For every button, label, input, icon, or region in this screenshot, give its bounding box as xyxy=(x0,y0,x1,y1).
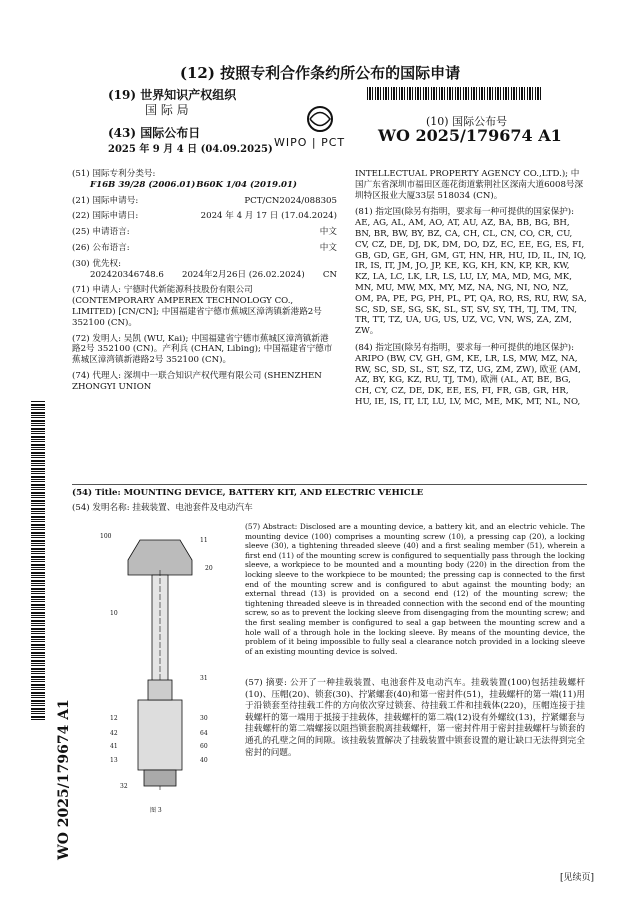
agent-continued: INTELLECTUAL PROPERTY AGENCY CO.,LTD.); 中国广东省深圳市福田区莲花街道紫荆社区深南大道6008号深圳特区报业大厦33层 518034 (CN)。 xyxy=(355,169,584,201)
filing-label: (22) 国际申请日: xyxy=(72,211,139,222)
org-bureau: 国 际 局 xyxy=(145,103,189,117)
inventor: (72) 发明人: 吴凯 (WU, Kai); 中国福建省宁德市蕉城区漳湾镇新港路2号 352100 (CN)。产利兵 (CHAN, Libing); 中国福建省宁德市蕉城区漳湾镇新港路2号 352100 (CN)。 xyxy=(72,333,333,366)
priority-no: 202420346748.6 xyxy=(90,269,164,280)
wipo-logo-icon xyxy=(300,104,340,134)
filing-date: 2024 年 4 月 17 日 (17.04.2024) xyxy=(200,211,337,222)
fig-label: 10 xyxy=(110,610,118,617)
publang-label: (26) 公布语言: xyxy=(72,242,130,253)
applicant: (71) 申请人: 宁德时代新能源科技股份有限公司 (CONTEMPORARY AMPEREX TECHNOLOGY CO., LIMITED) [CN/CN]; 中国福建省宁德市蕉城区漳湾镇新港路2号 352100 (CN)。 xyxy=(72,285,322,328)
ipc-a: F16B 39/28 (2006.01) xyxy=(90,179,196,190)
fig-label: 30 xyxy=(200,715,208,722)
ipc-b: B60K 1/04 (2019.01) xyxy=(196,179,297,190)
designated-states: (81) 指定国(除另有指明，要求每一种可提供的国家保护): AE, AG, AL, AM, AO, AT, AU, AZ, BA, BB, BG, BH, BN, BR, BW, BY, BZ, CA, CH, CL, CN, CO, CR, CU, CV, CZ, DE, DJ, DK, DM, DO, DZ, EC, EE, EG, ES, FI, GB, GD, GE, GH, GM, GT, HN, HR, HU, ID, IL, IN, IQ, IR, IS, IT, JM, JO, JP, KE, KG, KH, KN, KP, KR, KW, KZ, LA, LC, LK, LR, LS, LU, LY, MA, MD, MG, MK, MN, MU, MW, MX, MY, MZ, NA, NG, NI, NO, NZ, OM, PA, PE, PG, PH, PL, PT, QA, RO, RS, RU, RW, SA, SC, SD, SE, SG, SK, SL, ST, SV, SY, TH, TJ, TM, TN, TR, TT, TZ, UA, UG, US, UZ, VC, VN, WS, ZA, ZM, ZW。 xyxy=(355,207,587,337)
app-no-label: (21) 国际申请号: xyxy=(72,195,139,206)
fig-label: 20 xyxy=(205,565,213,572)
priority-label: (30) 优先权: xyxy=(72,258,122,269)
fig-label: 13 xyxy=(110,757,118,764)
ipc-label: (51) 国际专利分类号: xyxy=(72,169,156,179)
regional-states: (84) 指定国(除另有指明，要求每一种可提供的地区保护): ARIPO (BW, CV, GH, GM, KE, LR, LS, MW, MZ, NA, RW, SC, SD, SL, ST, SZ, TZ, UG, ZM, ZW), 欧亚 (AM, AZ, BY, KG, KZ, RU, TJ, TM), 欧洲 (AL, AT, BE, BG, CH, CY, CZ, DE, DK, EE, ES, FI, FR, GB, GR, HR, HU, IE, IS, IT, LT, LU, LV, MC, ME, MK, MT, NL, NO, xyxy=(355,342,581,407)
priority-date: 2024年2月26日 (26.02.2024) xyxy=(182,269,305,280)
abstract-en: (57) Abstract: Disclosed are a mounting device, a battery kit, and an electric vehicle. The mounting device (100) comprises a mounting screw (10), a pressing cap (20), a locking sleeve (30), a tightening threaded sleeve (40) and a first sealing member (51), wherein a first end (11) of the mounting screw is configured to sequentially pass through the locking sleeve, a workpiece to be mounted and a mounting body (220) in the direction from the locking sleeve to the workpiece to be mounted; the pressing cap is connected to the first end of the mounting screw and is configured to abut against the mounting body; an external thread (13) is provided on a second end (12) of the mounting screw; the tightening threaded sleeve is in threaded connection with the second end of the mounting screw, so as to prevent the locking sleeve from disengaging from the mounting screw; and the first sealing member is configured to seal a gap between the mounting screw and a hole wall of a through hole in the locking sleeve. By means of the mounting device, the problem of it being impossible to fully seal a clearance notch provided in a locking sleeve of an existing mounting device is solved. xyxy=(245,522,585,656)
fig-label: 32 xyxy=(120,783,128,790)
fig-label: 64 xyxy=(200,730,208,737)
continued-note: [见续页] xyxy=(560,873,595,883)
abstract-zh: (57) 摘要: 公开了一种挂载装置、电池套件及电动汽车。挂载装置(100)包括挂载螺杆(10)、压帽(20)、锁套(30)、拧紧螺套(40)和第一密封件(51)，挂载螺杆的第一端(11)用于沿锁套至待挂载工件的方向依次穿过锁套、待挂载工件和挂载体(220)，压帽连接于挂载螺杆的第一端用于抵接于挂载体，挂载螺杆的第二端(12)设有外螺纹(13)，拧紧螺套与挂载螺杆的第二端螺接以阻挡锁套脱离挂载螺杆，第一密封件用于密封挂载螺杆与锁套的通孔的孔壁之间的间隙。该挂载装置解决了挂载装置中锁套设置的避让缺口无法得到完全密封的问题。 xyxy=(245,678,585,758)
right-column xyxy=(355,169,587,408)
left-column xyxy=(72,169,337,393)
divider xyxy=(72,484,587,485)
pub-no: WO 2025/179674 A1 xyxy=(378,126,562,145)
side-pub-no: WO 2025/179674 A1 xyxy=(56,699,72,860)
fig-label: 40 xyxy=(200,757,208,764)
fig-label: 42 xyxy=(110,730,118,737)
fig-label: 60 xyxy=(200,743,208,750)
title-en: (54) Title: MOUNTING DEVICE, BATTERY KIT, AND ELECTRIC VEHICLE xyxy=(72,488,424,498)
wipo-pct-text: WIPO | PCT xyxy=(274,136,346,149)
fig-label: 41 xyxy=(110,743,118,750)
lang-label: (25) 申请语言: xyxy=(72,227,130,238)
side-barcode-icon xyxy=(31,400,45,720)
fig-label: 100 xyxy=(100,533,112,540)
priority-country: CN xyxy=(322,269,337,280)
fig-label: 31 xyxy=(200,675,208,682)
org-name: (19) 世界知识产权组织 xyxy=(108,88,237,102)
fig-label: 12 xyxy=(110,715,118,722)
app-no: PCT/CN2024/088305 xyxy=(244,195,337,206)
patent-figure xyxy=(100,530,230,820)
fig-caption: 图 3 xyxy=(150,807,162,814)
agent: (74) 代理人: 深圳中一联合知识产权代理有限公司 (SHENZHEN ZHONGYI UNION xyxy=(72,370,322,392)
barcode-icon xyxy=(367,87,542,100)
lang: 中文 xyxy=(319,227,337,238)
pub-date: 2025 年 9 月 4 日 (04.09.2025) xyxy=(108,144,273,155)
pub-no-label: (10) 国际公布号 xyxy=(426,115,508,128)
publang: 中文 xyxy=(319,242,337,253)
document-title: (12) 按照专利合作条约所公布的国际申请 xyxy=(179,64,461,82)
fig-label: 11 xyxy=(200,537,208,544)
pub-date-label: (43) 国际公布日 xyxy=(108,126,201,140)
title-zh: (54) 发明名称: 挂载装置、电池套件及电动汽车 xyxy=(72,503,253,513)
